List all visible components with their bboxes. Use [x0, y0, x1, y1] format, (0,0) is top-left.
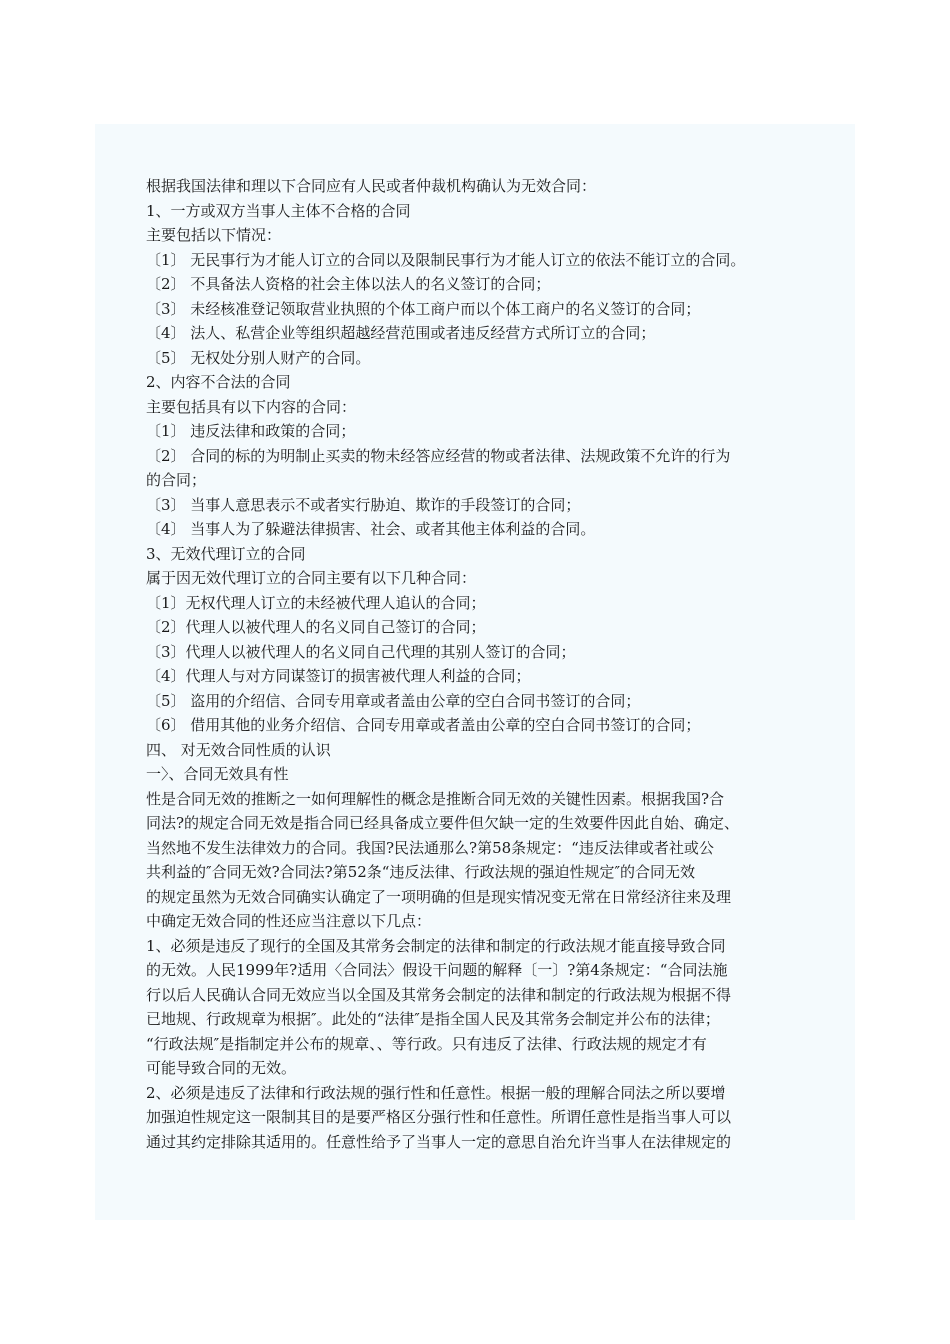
text-line: 〔1〕 违反法律和政策的合同； — [146, 422, 356, 440]
text-line: 2、内容不合法的合同 — [146, 373, 291, 391]
text-line: 〔1〕 无民事行为才能人订立的合同以及限制民事行为才能人订立的依法不能订立的合同。 — [146, 250, 746, 269]
text-line: 行以后人民确认合同无效应当以全国及其常务会制定的法律和制定的行政法规为根据不得 — [146, 985, 732, 1004]
text-line: 〔5〕 无权处分别人财产的合同。 — [146, 348, 371, 367]
text-line: 一〉、合同无效具有性 — [146, 765, 289, 783]
text-line: 通过其约定排除其适用的。任意性给予了当事人一定的意思自治允许当事人在法律规定的 — [146, 1132, 732, 1151]
text-line: 2、必须是违反了法律和行政法规的强行性和任意性。根据一般的理解合同法之所以要增 — [146, 1083, 726, 1102]
text-line: 〔2〕 合同的标的为明制止买卖的物未经答应经营的物或者法律、法规政策不允许的行为 — [146, 446, 731, 465]
text-line: 1、必须是违反了现行的全国及其常务会制定的法律和制定的行政法规才能直接导致合同 — [146, 936, 726, 955]
text-line: 〔4〕 当事人为了躲避法律损害、社会、或者其他主体利益的合同。 — [146, 520, 596, 538]
text-line: 〔2〕 不具备法人资格的社会主体以法人的名义签订的合同； — [146, 275, 551, 293]
text-line: 〔3〕 未经核准登记领取营业执照的个体工商户而以个体工商户的名义签订的合同； — [146, 299, 701, 318]
text-line: 〔1〕无权代理人订立的未经被代理人追认的合同； — [146, 593, 486, 612]
text-line: 主要包括以下情况： — [146, 226, 282, 244]
text-line: “行政法规″是指制定并公布的规章、、等行政。只有违反了法律、行政法规的规定才有 — [146, 1034, 707, 1053]
text-line: 〔3〕代理人以被代理人的名义同自己代理的其别人签订的合同； — [146, 642, 576, 661]
text-line: 主要包括具有以下内容的合同： — [146, 397, 357, 416]
text-line: 同法?的规定合同无效是指合同已经具备成立要件但欠缺一定的生效要件因此自始、确定、 — [146, 814, 740, 832]
text-line: 〔4〕代理人与对方同谋签订的损害被代理人利益的合同； — [146, 667, 531, 685]
text-line: 共利益的″合同无效?合同法?第52条“违反法律、行政法规的强迫性规定″的合同无效 — [146, 863, 696, 881]
text-line: 性是合同无效的推断之一如何理解性的概念是推断合同无效的关键性因素。根据我国?合 — [146, 789, 725, 808]
text-line: 根据我国法律和理以下合同应有人民或者仲裁机构确认为无效合同： — [146, 177, 597, 195]
text-line: 1、一方或双方当事人主体不合格的合同 — [146, 201, 411, 220]
text-line: 已地规、行政规章为根据″。此处的“法律″是指全国人民及其常务会制定并公布的法律； — [146, 1010, 720, 1028]
text-line: 加强迫性规定这一限制其目的是要严格区分强行性和任意性。所谓任意性是指当事人可以 — [146, 1108, 732, 1126]
text-line: 〔3〕 当事人意思表示不或者实行胁迫、欺诈的手段签订的合同； — [146, 495, 581, 514]
text-line: 可能导致合同的无效。 — [146, 1059, 297, 1077]
text-line: 属于因无效代理订立的合同主要有以下几种合同： — [146, 569, 477, 587]
document-body — [146, 174, 826, 1154]
text-line: 的合同； — [146, 471, 207, 489]
text-line: 〔6〕 借用其他的业务介绍信、合同专用章或者盖由公章的空白合同书签订的合同； — [146, 716, 701, 734]
text-line: 中确定无效合同的性还应当注意以下几点： — [146, 912, 432, 930]
text-line: 的无效。人民1999年?适用〈合同法〉假设干问题的解释〔一〕?第4条规定：“合同法施 — [146, 961, 728, 979]
text-line: 四、 对无效合同性质的认识 — [146, 740, 331, 759]
text-line: 〔2〕代理人以被代理人的名义同自己签订的合同； — [146, 618, 486, 636]
text-line: 3、无效代理订立的合同 — [146, 544, 306, 563]
text-line: 当然地不发生法律效力的合同。我国?民法通那么?第58条规定：“违反法律或者社或公 — [146, 838, 714, 857]
text-line: 〔5〕 盗用的介绍信、合同专用章或者盖由公章的空白合同书签订的合同； — [146, 691, 641, 710]
text-line: 〔4〕 法人、私营企业等组织超越经营范围或者违反经营方式所订立的合同； — [146, 324, 656, 342]
text-line: 的规定虽然为无效合同确实认确定了一项明确的但是现实情况变无常在日常经济往来及理 — [146, 887, 732, 906]
